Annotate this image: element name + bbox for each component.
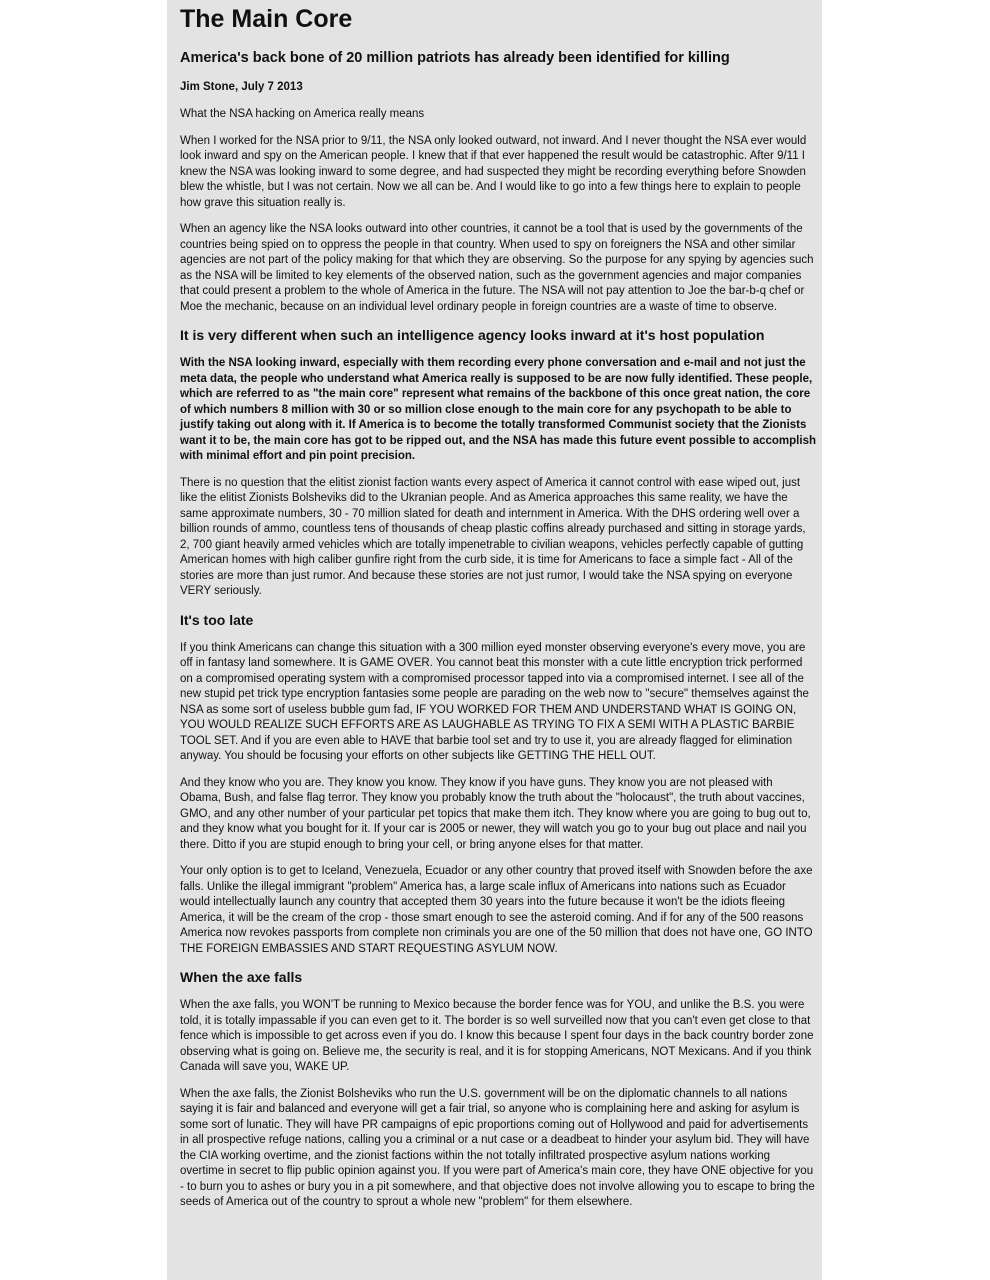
paragraph-2: When an agency like the NSA looks outward into other countries, it cannot be a tool that is used by the governments of the countries being spied on to oppress the people in that country. When used to spy on foreigners the NSA and other similar agencies are not part of the policy making for that which they are observing. So the purpose for any spying by agencies such as the NSA will be limited to key elements of the observed nation, such as the government agencies and major companies that could present a problem to the whole of America in the future. The NSA will not pay attention to Joe the bar-b-q chef or Moe the mechanic, because on an individual level ordinary people in foreign countries are a waste of time to observe. xyxy=(180,223,814,313)
paragraph-5: If you think Americans can change this situation with a 300 million eyed monster observing everyone's every move, you are off in fantasy land somewhere. It is GAME OVER. You cannot beat this monster with a cute little encryption trick performed on a compromised operating system with a compromised processor tapped into via a compromised internet. I see all of the new stupid pet trick type encryption fantasies some people are parading on the web now to "secure" themselves against the NSA as some sort of useless bubble gum fad, IF YOU WORKED FOR THEM AND UNDERSTAND WHAT IS GOING ON, YOU WOULD REALIZE SUCH EFFORTS ARE AS LAUGHABLE AS TRYING TO FIX A SEMI WITH A PLASTIC BARBIE TOOL SET. And if you are even able to HAVE that barbie tool set and try to use it, you are already flagged for elimination anyway. You should be focusing your efforts on other subjects like GETTING THE HELL OUT. xyxy=(180,641,809,762)
page-subtitle: America's back bone of 20 million patriots has already been identified for killing xyxy=(180,50,730,66)
paragraph-9: When the axe falls, the Zionist Bolsheviks who run the U.S. government will be on the diplomatic channels to all nations saying it is fair and balanced and everyone will get a fair trial, so anyone who is complaining here and asking for asylum is some sort of lunatic. They will have PR campaigns of epic proportions coming out of Hollywood and paid for advertisements in all prospective refuge nations, calling you a criminal or a nut case or a deadbeat to hinder your asylum bid. They will have the CIA working overtime, and the zionist factions within the not totally infiltrated prospective asylum nations working overtime in secret to flip public opinion against you. If you were part of America's main core, they have ONE objective for you - to burn you to ashes or bury you in a pit somewhere, and that objective does not involve allowing you to escape to bring the seeds of America out of the country to sprout a whole new "problem" for them elsewhere. xyxy=(180,1087,815,1208)
section-heading-axe-falls: When the axe falls xyxy=(180,969,303,985)
paragraph-3-bold: With the NSA looking inward, especially with them recording every phone conversation and e-mail and not just the meta data, the people who understand what America really is supposed to be are now fully identified. These people, which are referred to as "the main core" represent what remains of the backbone of this once great nation, the core of which numbers 8 million with 30 or so million close enough to the main core for any psychopath to be able to justify taking out along with it. If America is to become the totally transformed Communist society that the Zionists want it to be, the main core has got to be ripped out, and the NSA has made this future event possible to accomplish with minimal effort and pin point precision. xyxy=(180,357,816,462)
byline: Jim Stone, July 7 2013 xyxy=(180,81,303,93)
paragraph-8: When the axe falls, you WON'T be running to Mexico because the border fence was for YOU, and unlike the B.S. you were told, it is totally impassable if you can even get to it. The border is so well surveilled now that you can't even get close to that fence which is impossible to get across even if you do. I know this because I spent four days in the back country border zone observing what is going on. Believe me, the security is real, and it is for stopping Americans, NOT Mexicans. And if you think Canada will save you, WAKE UP. xyxy=(180,999,814,1073)
section-heading-inward: It is very different when such an intelligence agency looks inward at it's host population xyxy=(180,327,765,343)
page-title: The Main Core xyxy=(180,5,353,33)
intro-paragraph: What the NSA hacking on America really means xyxy=(180,108,425,120)
section-heading-too-late: It's too late xyxy=(180,611,254,628)
document-page xyxy=(167,0,822,1280)
paragraph-6: And they know who you are. They know you know. They know if you have guns. They know you are not pleased with Obama, Bush, and false flag terror. They know you probably know the truth about the "holocaust", the truth about vaccines, GMO, and any other number of your particular pet topics that make them itch. They know where you are going to bug out to, and they know what you bought for it. If your car is 2005 or newer, they will watch you go to your bug out place and nail you there. Ditto if you are stupid enough to bring your cell, or bring anyone elses for that matter. xyxy=(180,776,811,851)
paragraph-4: There is no question that the elitist zionist faction wants every aspect of America it cannot control with ease wiped out, just like the elitist Zionists Bolsheviks did to the Ukranian people. And as America approaches this same reality, we have the same approximate numbers, 30 - 70 million slated for death and internment in America. With the DHS ordering well over a billion rounds of ammo, countless tens of thousands of cheap plastic coffins already purchased and sitting in storage yards, 2, 700 giant heavily armed vehicles which are totally impenetrable to civilian weapons, vehicles perfectly capable of gutting American homes with high caliber gunfire right from the curb side, it is time for Americans to face a simple fact - All of the stories are more than just rumor. And because these stories are not just rumor, I would take the NSA spying on everyone VERY seriously. xyxy=(180,476,806,597)
paragraph-1: When I worked for the NSA prior to 9/11, the NSA only looked outward, not inward. And I never thought the NSA ever would look inward and spy on the American people. I knew that if that ever happened the result would be catastrophic. After 9/11 I knew the NSA was looking inward to some degree, and had suspected they might be recording everything before Snowden blew the whistle, but I was not certain. Now we all can be. And I would like to go into a few things here to explain to people how grave this situation really is. xyxy=(180,134,807,209)
paragraph-7: Your only option is to get to Iceland, Venezuela, Ecuador or any other country that proved itself with Snowden before the axe falls. Unlike the illegal immigrant "problem" America has, a large scale influx of Americans into nations such as Ecuador would intellectually launch any country that accepted them 30 years into the future because it won't be the idiots fleeing America, it will be the cream of the crop - those smart enough to see the asteroid coming. And if for any of the 500 reasons America now revokes passports from complete non criminals you are one of the 50 million that does not have one, GO INTO THE FOREIGN EMBASSIES AND START REQUESTING ASYLUM NOW. xyxy=(180,865,813,955)
